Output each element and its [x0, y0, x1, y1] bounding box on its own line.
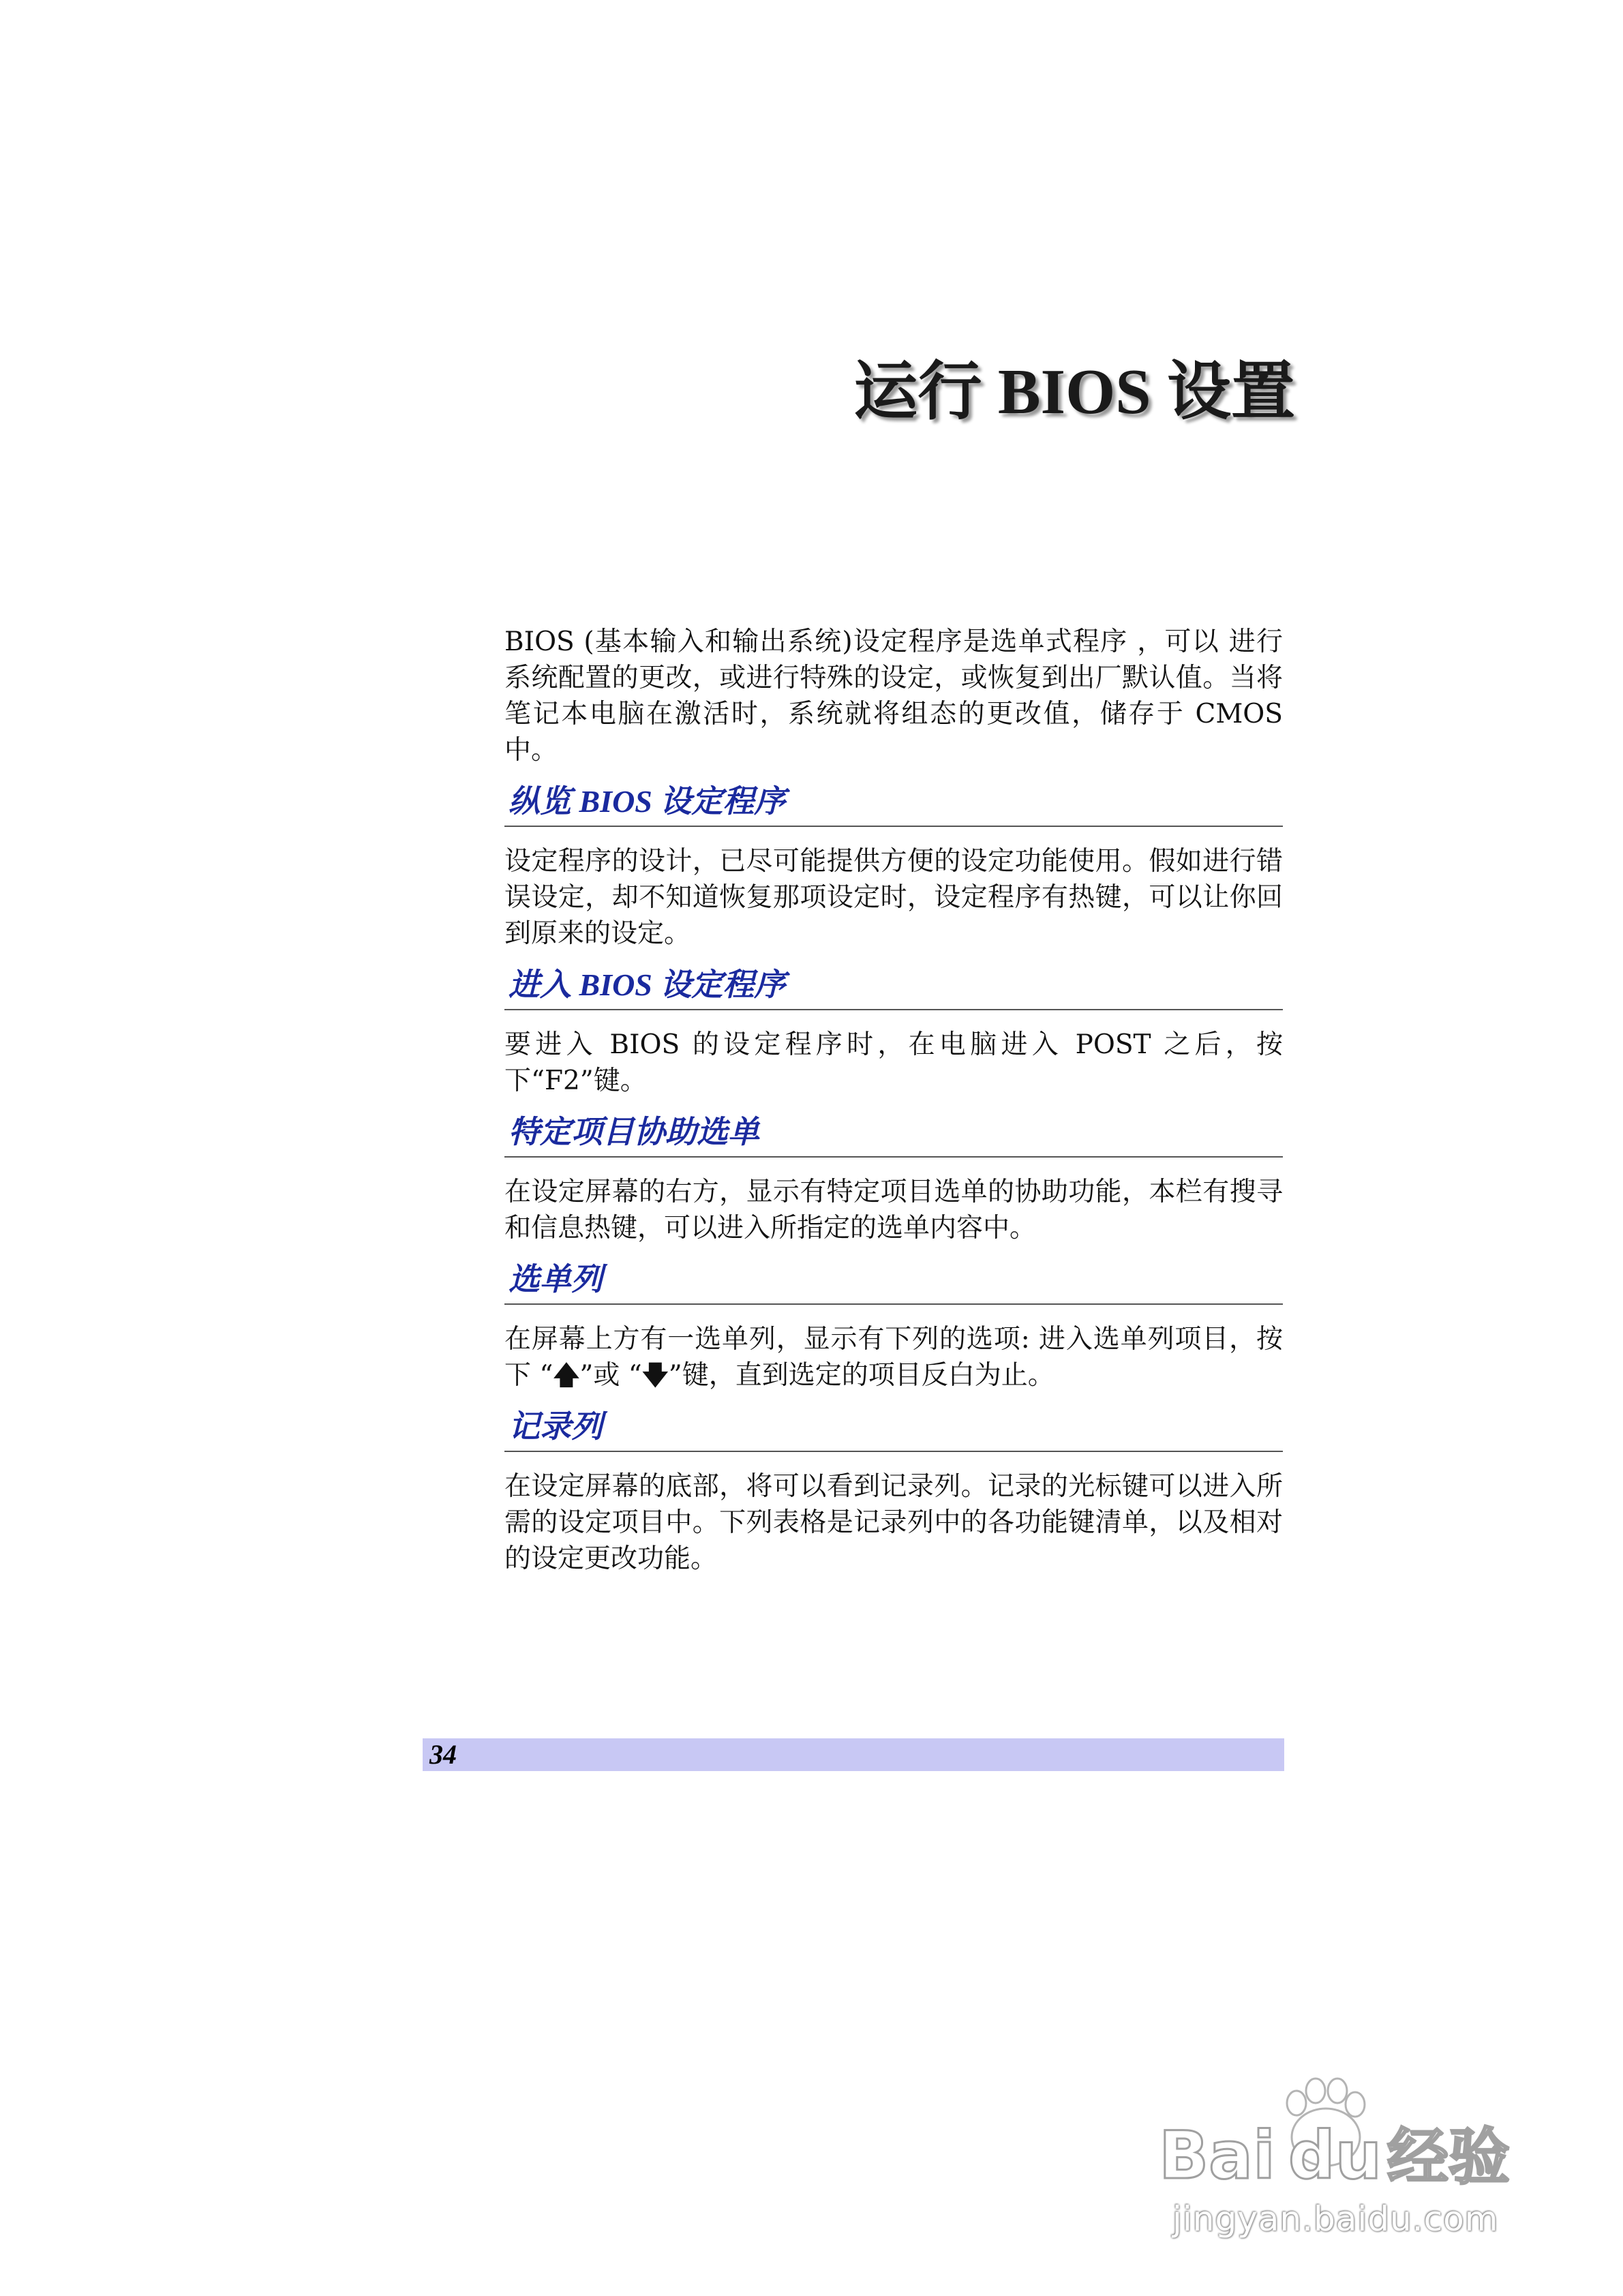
body-text-part: 在屏幕上方有一选单列，显示有下列的选项: 进入选单列项目，按下 “: [504, 1324, 1283, 1391]
body-text-part: ”键，直到选定的项目反白为止。: [668, 1360, 1055, 1391]
section-heading: 特定项目协助选单: [504, 1113, 1283, 1158]
section-legend-bar: [504, 1407, 1283, 1577]
svg-text:Bai: Bai: [1159, 2117, 1275, 2194]
section-body: [504, 1321, 1283, 1393]
section-body: 在设定屏幕的底部，将可以看到记录列。记录的光标键可以进入所需的设定项目中。下列表格是记录列中的各功能键清单，以及相对的设定更改功能。: [504, 1471, 1283, 1574]
intro-paragraph: BIOS (基本输入和输出系统)设定程序是选单式程序 ，可以 进行系统配置的更改，或进行特殊的设定，或恢复到出厂默认值。当将笔记本电脑在激活时，系统就将组态的更改值，储存于 CMOS 中。: [504, 626, 1283, 766]
main-content: [504, 624, 1283, 1577]
section-item-help: [504, 1113, 1283, 1246]
up-arrow-icon: 🡅: [553, 1360, 580, 1390]
section-body: 在设定屏幕的右方，显示有特定项目选单的协助功能，本栏有搜寻和信息热键，可以进入所指定的选单内容中。: [504, 1177, 1283, 1243]
section-enter-setup: [504, 965, 1283, 1099]
section-menu-bar: [504, 1260, 1283, 1393]
page-title: 运行 BIOS 设置: [853, 357, 1295, 427]
body-text-part: ”或 “: [579, 1360, 642, 1391]
page-footer-bar: [423, 1738, 1284, 1771]
watermark-url: jingyan.baidu.com: [1172, 2199, 1499, 2239]
svg-text:du: du: [1288, 2117, 1382, 2194]
section-heading: 纵览 BIOS 设定程序: [504, 782, 1283, 827]
down-arrow-icon: 🡇: [641, 1360, 669, 1390]
svg-text:经验: 经验: [1387, 2121, 1510, 2193]
section-heading: 记录列: [504, 1407, 1283, 1452]
section-heading: 选单列: [504, 1260, 1283, 1305]
section-heading: 进入 BIOS 设定程序: [504, 965, 1283, 1010]
baidu-jingyan-logo-icon: [1152, 2076, 1534, 2199]
section-body: 要进入 BIOS 的设定程序时，在电脑进入 POST 之后，按下“F2”键。: [504, 1029, 1283, 1096]
section-overview: [504, 782, 1283, 952]
section-body: 设定程序的设计，已尽可能提供方便的设定功能使用。假如进行错误设定，却不知道恢复那项设定时，设定程序有热键，可以让你回到原来的设定。: [504, 846, 1283, 949]
page-number: 34: [429, 1739, 457, 1770]
baidu-watermark: [1152, 2069, 1534, 2239]
